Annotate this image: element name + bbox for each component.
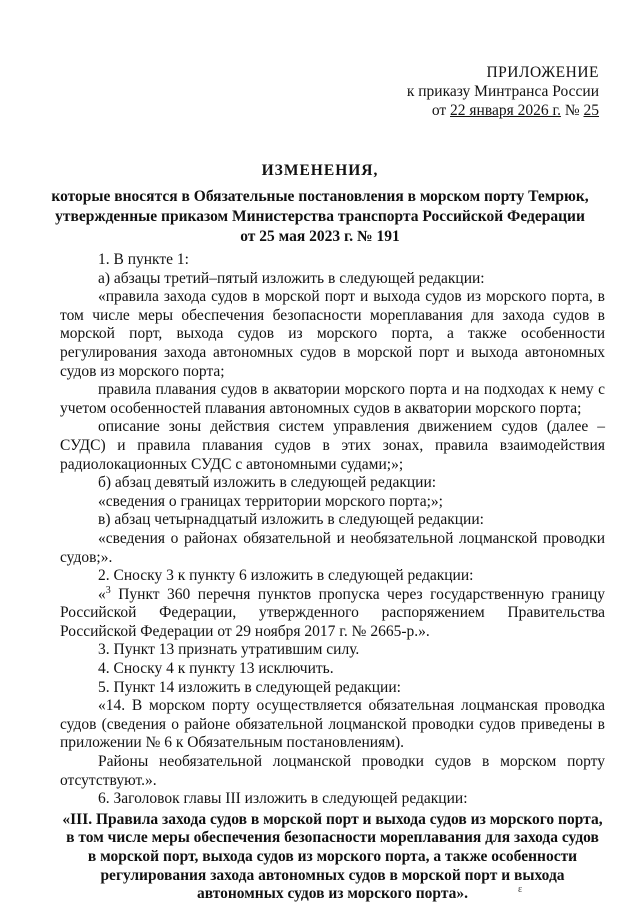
paragraph: 2. Сноску 3 к пункту 6 изложить в следующей редакции: [98,567,474,585]
appendix-header [359,63,599,120]
paragraph: 1. В пункте 1: [98,251,189,268]
title-line-2: утвержденные приказом Министерства транспорта Российской Федерации [55,208,585,225]
appendix-order-line: к приказу Минтранса России [406,83,599,100]
paragraph: 5. Пункт 14 изложить в следующей редакции: [98,678,401,696]
title-line-3: от 25 мая 2023 г. № 191 [240,228,400,245]
paragraph: Районы необязательной лоцманской проводки судов в морском порту отсутствуют.». [60,753,605,789]
document-body [60,251,605,904]
appendix-number: 25 [583,102,599,119]
appendix-number-sign: № [564,102,580,119]
appendix-date-line [359,101,599,120]
quote-open: « [98,585,106,603]
paragraph: 6. Заголовок главы III изложить в следующей редакции: [98,790,468,808]
paragraph: б) абзац девятый изложить в следующей редакции: [98,474,437,492]
page-mark: ε [518,884,523,895]
appendix-from: от [431,102,447,119]
paragraph: описание зоны действия систем управления движением судов (далее – СУДС) и правила плавания судов в этих зонах, правила взаимодействия радиолокационных СУДС с автономными судами;»; [60,418,605,473]
paragraph-footnote [60,586,605,642]
paragraph: 3. Пункт 13 признать утратившим силу. [98,641,360,659]
paragraph: «правила захода судов в морской порт и выхода судов из морского порта, в том числе меры обеспечения безопасности мореплавания для захода судов в морской порт, выхода судов из морского порта, а также особенности регулирования захода автономных судов в морской порт и выхода автономных судов из морского порта; [60,288,605,380]
appendix-title: ПРИЛОЖЕНИЕ [486,64,599,81]
paragraph: «сведения о районах обязательной и необязательной лоцманской проводки судов;». [60,529,605,566]
chapter-line-4: регулирования захода автономных судов в морской порт и выхода [100,866,565,884]
chapter-heading [60,811,605,904]
title-heading: ИЗМЕНЕНИЯ, [261,162,379,179]
paragraph: 4. Сноску 4 к пункту 13 исключить. [98,660,334,678]
document-title [40,161,600,247]
footnote-text: Пункт 360 перечня пунктов пропуска через государственную границу Российской Федерации, утвержденного распоряжением Правительства Российской Федерации от 29 ноября 2017 г. № 2665-р.». [60,585,605,640]
appendix-date: 22 января 2026 г. [450,102,561,119]
footnote-marker: 3 [105,584,111,596]
paragraph: «сведения о границах территории морского порта;»; [98,492,443,510]
chapter-line-3: в морской порт, выхода судов из морского порта, а также особенности [87,848,578,865]
paragraph: правила плавания судов в акватории морского порта и на подходах к нему с учетом особенностей плавания автономных судов в акватории морского порта; [60,381,605,417]
chapter-line-2: в том числе меры обеспечения безопасности мореплавания для захода судов [66,829,599,847]
paragraph: а) абзацы третий–пятый изложить в следующей редакции: [98,269,485,287]
paragraph: «14. В морском порту осуществляется обязательная лоцманская проводка судов (сведения о районе обязательной лоцманской проводки судов приведены в приложении № 6 к Обязательным постановлениям). [60,697,605,752]
title-line-1: которые вносятся в Обязательные постановления в морском порту Темрюк, [51,188,589,205]
chapter-line-1: «III. Правила захода судов в морской порт и выхода судов из морского порта, [62,810,603,828]
paragraph: в) абзац четырнадцатый изложить в следующей редакции: [98,511,484,529]
chapter-line-5: автономных судов из морского порта». [196,885,469,903]
